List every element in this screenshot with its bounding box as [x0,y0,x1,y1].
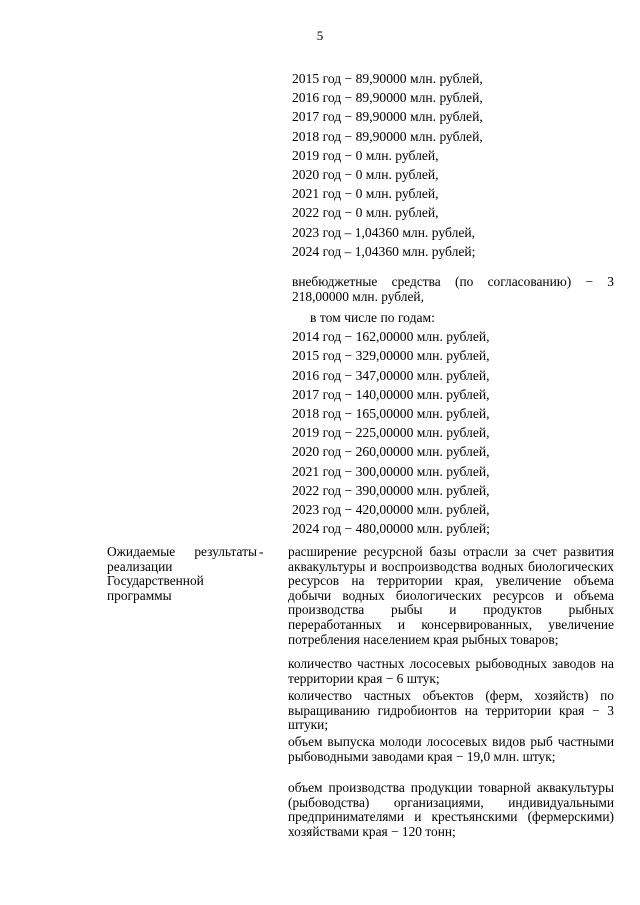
budget-line: 2016 год − 89,90000 млн. рублей, [292,90,483,106]
extrabudget-intro: внебюджетные средства (по согласованию) − 3 218,00000 млн. рублей, [292,274,614,304]
budget-line: 2024 год − 480,00000 млн. рублей; [292,521,490,537]
budget-line: 2017 год − 140,00000 млн. рублей, [292,386,490,402]
result-item: объем производства продукции товарной аквакультуры (рыбоводства) организациями, индивидуальными предпринимателями и крестьянскими (фермерскими) хозяйствами края − 120 тонн; [288,780,614,839]
budget-line: 2015 год − 89,90000 млн. рублей, [292,71,483,86]
budget-line: 2015 год − 329,00000 млн. рублей, [292,348,490,364]
budget-line: 2016 год − 347,00000 млн. рублей, [292,367,490,383]
budget-line: 2021 год − 300,00000 млн. рублей, [292,463,490,479]
budget-line: 2017 год − 89,90000 млн. рублей, [292,109,483,125]
budget-line: 2020 год − 0 млн. рублей, [292,166,439,182]
budget-line: 2021 год − 0 млн. рублей, [292,186,439,202]
budget-list-bottom [292,308,614,538]
budget-line: 2020 год − 260,00000 млн. рублей, [292,444,490,460]
budget-line: 2024 год – 1,04360 млн. рублей; [292,243,476,259]
results-label: Ожидаемые результаты реализации Государственной программы [107,544,257,603]
budget-line: 2023 год − 420,00000 млн. рублей, [292,501,490,517]
result-item: расширение ресурсной базы отрасли за счет развития аквакультуры и воспроизводства водных биологических ресурсов на территории края, увеличение объема добычи водных биологических ресурсов и объема производства рыбы и продуктов рыбных переработанных и консервированных, увеличение потребления населением края рыбных товаров; [288,544,614,647]
page-number: 5 [316,28,324,43]
budget-line: 2014 год − 162,00000 млн. рублей, [292,329,490,345]
budget-line: 2018 год − 89,90000 млн. рублей, [292,128,483,144]
result-item: объем выпуска молоди лососевых видов рыб частными рыбоводными заводами края − 19,0 млн. штук; [288,734,614,764]
result-item: количество частных лососевых рыбоводных заводов на территории края − 6 штук; [288,656,614,686]
budget-line: 2019 год − 225,00000 млн. рублей, [292,425,490,441]
budget-line: 2018 год − 165,00000 млн. рублей, [292,405,490,421]
budget-line: 2022 год − 0 млн. рублей, [292,205,439,221]
budget-line: 2023 год – 1,04360 млн. рублей, [292,224,476,240]
results-dash: - [259,544,264,559]
budget-list-top [292,69,614,261]
by-years-label: в том числе по годам: [310,310,435,325]
result-item: количество частных объектов (ферм, хозяйств) по выращиванию гидробионтов на территории края − 3 штуки; [288,688,614,733]
budget-line: 2019 год − 0 млн. рублей, [292,147,439,163]
budget-line: 2022 год − 390,00000 млн. рублей, [292,482,490,498]
